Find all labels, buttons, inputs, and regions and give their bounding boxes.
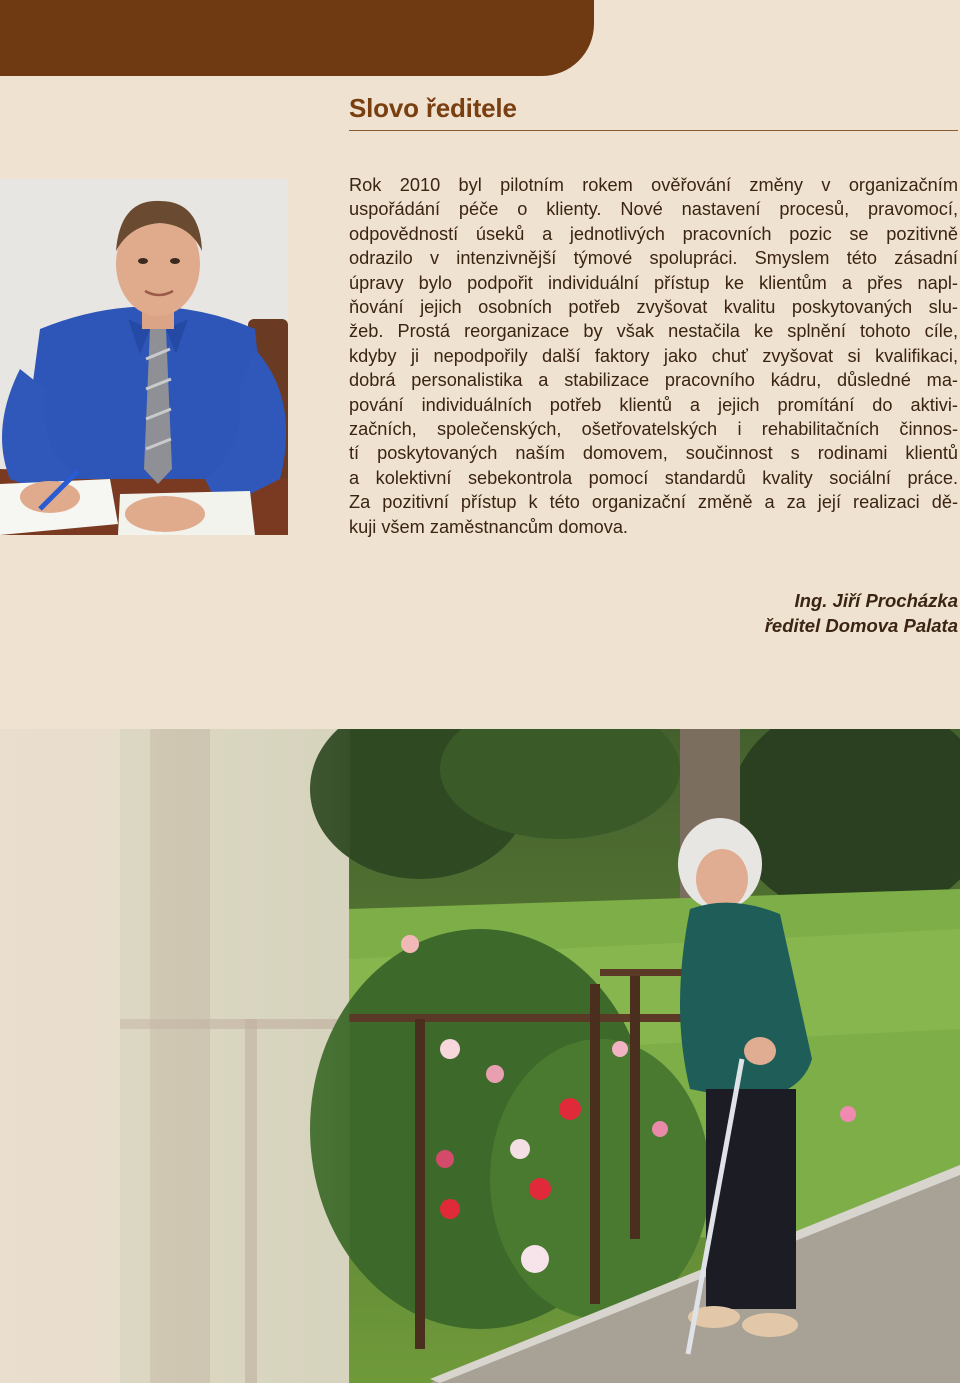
title-divider xyxy=(349,130,958,131)
signature-name: Ing. Jiří Procházka xyxy=(794,590,958,611)
body-line: kuji všem zaměstnancům domova. xyxy=(349,516,628,537)
body-line: uspořádání péče o klienty. Nové nastavení procesů, pravomocí, xyxy=(349,199,958,220)
body-line: a kolektivní sebekontrola pomocí standardů kvality sociální práce. xyxy=(349,467,958,488)
director-letter xyxy=(349,173,958,539)
body-line: tí poskytovaných naším domovem, součinnost s rodinami klientů xyxy=(349,443,958,464)
header-band xyxy=(0,0,594,76)
body-line: úpravy bylo podpořit individuální přístup ke klientům a přes napl- xyxy=(349,272,958,293)
body-line: dobrá personalistika a stabilizace pracovního kádru, důsledné ma- xyxy=(349,370,958,391)
body-line: kdyby ji nepodpořily další faktory jako chuť zvyšovat si kvalifikaci, xyxy=(349,345,958,366)
body-line: Za pozitivní přístup k této organizační změně a za její realizaci dě- xyxy=(349,492,958,513)
body-line: Rok 2010 byl pilotním rokem ověřování změny v organizačním xyxy=(349,175,958,195)
signature-block xyxy=(765,589,958,638)
body-line: pování individuálních potřeb klientů a jejich promítání do aktivi- xyxy=(349,394,958,415)
body-line: začních, společenských, ošetřovatelských i rehabilitačních činnos- xyxy=(349,419,958,440)
signature-role: ředitel Domova Palata xyxy=(764,614,958,636)
garden-photo xyxy=(0,729,960,1383)
body-line: odrazilo v intenzivnější týmové spolupráci. Smyslem této zásadní xyxy=(349,248,958,269)
body-line: ňování jejich osobních potřeb zvyšovat kvalitu poskytovaných slu- xyxy=(349,297,958,318)
body-line: odpovědností úseků a jednotlivých pracovních pozic se pozitivně xyxy=(349,223,958,244)
director-photo xyxy=(0,179,288,535)
body-line: žeb. Prostá reorganizace by však nestačila ke splnění tohoto cíle, xyxy=(349,321,958,342)
page-title: Slovo ředitele xyxy=(349,93,517,123)
